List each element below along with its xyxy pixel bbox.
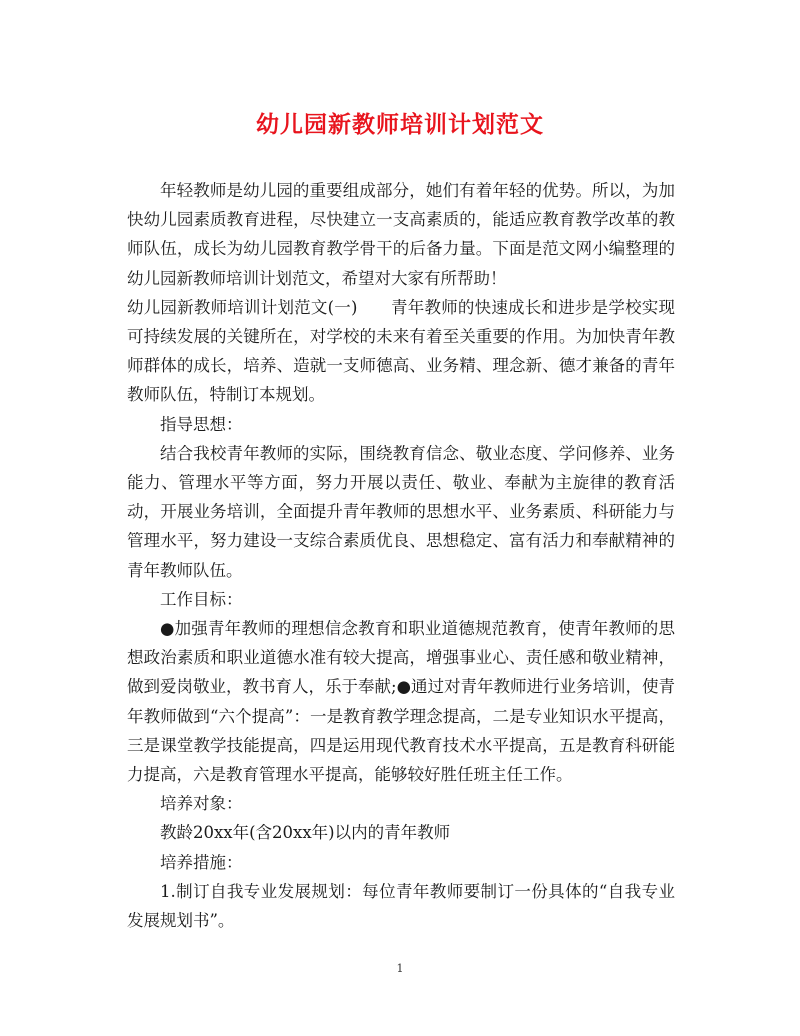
- training-measures-heading: 培养措施：: [160, 852, 243, 872]
- document-body: [127, 176, 675, 935]
- work-goals-heading: 工作目标：: [160, 589, 243, 609]
- work-goals-paragraph: ●加强青年教师的理想信念教育和职业道德规范教育，使青年教师的思想政治素质和职业道德水准有较大提高，增强事业心、责任感和敬业精神，做到爱岗敬业，教书育人，乐于奉献;●通过对青年教师进行业务培训，使青年教师做到“六个提高”：一是教育教学理念提高，二是专业知识水平提高，三是课堂教学技能提高，四是运用现代教育技术水平提高，五是教育科研能力提高，六是教育管理水平提高，能够较好胜任班主任工作。: [127, 619, 675, 785]
- guiding-ideology-paragraph: 结合我校青年教师的实际，围绕教育信念、敬业态度、学问修养、业务能力、管理水平等方面，努力开展以责任、敬业、奉献为主旋律的教育活动，开展业务培训，全面提升青年教师的思想水平、业务素质、科研能力与管理水平，努力建设一支综合素质优良、思想稳定、富有活力和奉献精神的青年教师队伍。: [127, 443, 675, 580]
- guiding-ideology-heading: 指导思想：: [160, 414, 243, 434]
- intro-paragraph: 年轻教师是幼儿园的重要组成部分，她们有着年轻的优势。所以，为加快幼儿园素质教育进程，尽快建立一支高素质的，能适应教育教学改革的教师队伍，成长为幼儿园教育教学骨干的后备力量。下面是范文网小编整理的幼儿园新教师培训计划范文，希望对大家有所帮助！: [127, 181, 675, 288]
- document-title: 幼儿园新教师培训计划范文: [256, 111, 544, 138]
- training-measure-item: 1.制订自我专业发展规划：每位青年教师要制订一份具体的“自我专业发展规划书”。: [127, 881, 675, 931]
- training-target-paragraph: 教龄20xx年(含20xx年)以内的青年教师: [160, 823, 451, 843]
- sample-one-paragraph: 幼儿园新教师培训计划范文(一) 青年教师的快速成长和进步是学校实现可持续发展的关键所在，对学校的未来有着至关重要的作用。为加快青年教师群体的成长，培养、造就一支师德高、业务精、理念新、德才兼备的青年教师队伍，特制订本规划。: [127, 297, 675, 405]
- page-number: 1: [396, 962, 404, 975]
- training-target-heading: 培养对象：: [160, 794, 243, 814]
